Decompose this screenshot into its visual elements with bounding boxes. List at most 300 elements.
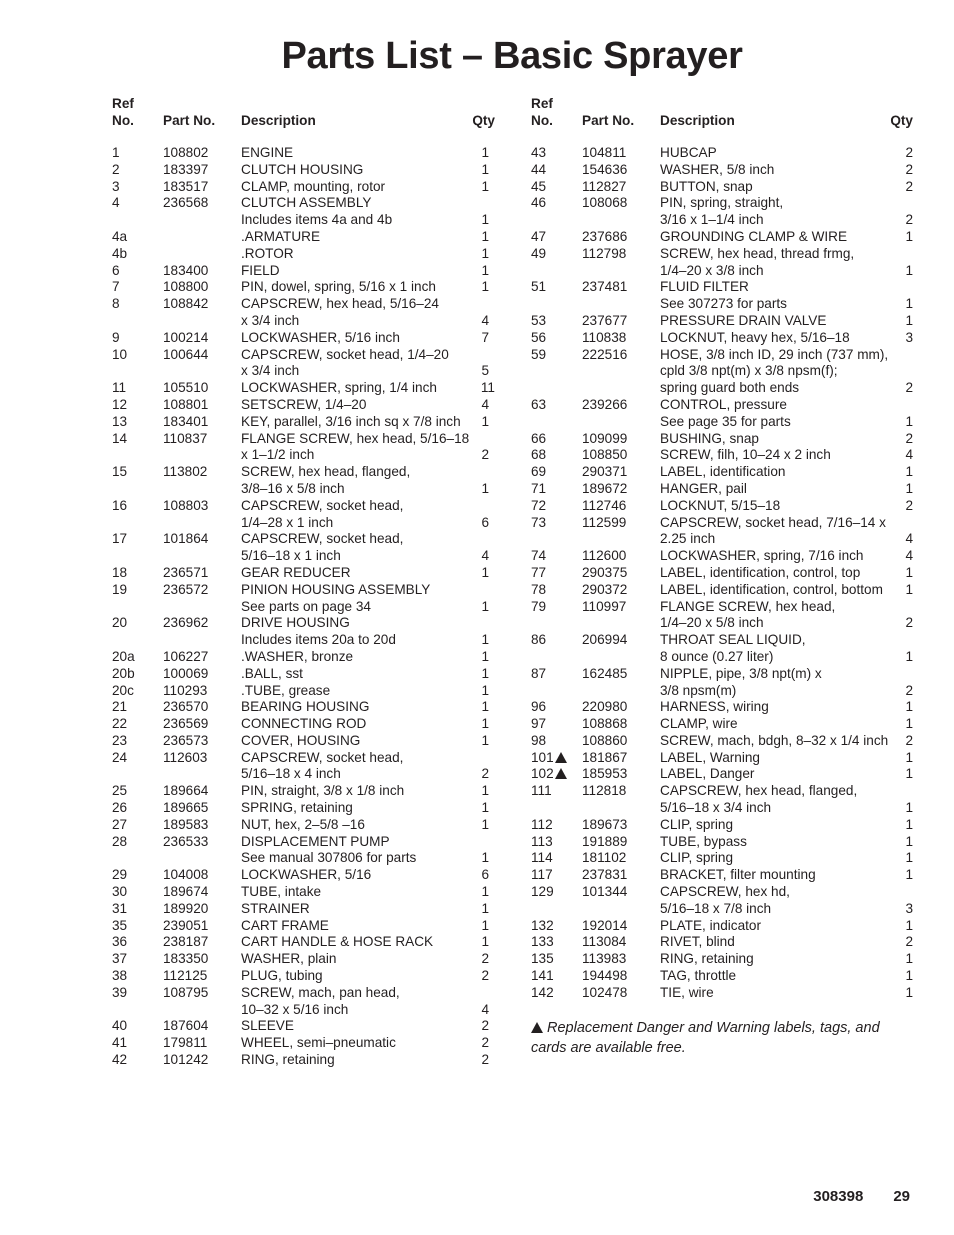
ref-number [112,531,127,548]
ref-number-text: 47 [531,228,547,244]
ref-number-text: 42 [112,1052,128,1068]
table-row [112,330,495,347]
table-row [112,447,495,464]
ref-number [531,666,546,683]
ref-number-text: 15 [112,464,128,480]
table-row [531,145,913,162]
table-row [531,850,913,867]
ref-number [112,834,127,851]
quantity: 2 [905,380,913,396]
description: RIVET, blind [660,934,735,950]
ref-number-text: 97 [531,716,547,732]
quantity: 1 [905,296,913,312]
description: 5/16–18 x 7/8 inch [660,900,772,916]
table-row [112,783,495,800]
description: SCREW, mach, bdgh, 8–32 x 1/4 inch [660,732,889,748]
part-number: 110838 [582,329,627,345]
ref-number [112,951,127,968]
table-row [112,195,495,212]
description: TUBE, bypass [660,833,747,849]
header-part-no: Part No. [163,113,216,128]
table-row [531,431,913,448]
part-number: 110837 [163,430,208,446]
part-number: 236571 [163,564,209,580]
ref-number-text: 14 [112,430,128,446]
description: See parts on page 34 [241,598,371,614]
table-row [531,347,913,364]
header-ref-no: No. [531,113,553,128]
table-row [112,397,495,414]
description: spring guard both ends [660,380,800,396]
ref-number [112,565,127,582]
description: FLUID FILTER [660,279,749,295]
part-number: 179811 [163,1035,208,1051]
ref-number [531,481,546,498]
description: LOCKNUT, 5/15–18 [660,497,781,513]
quantity: 2 [481,968,489,984]
table-row [112,766,495,783]
warning-triangle-icon [531,1022,543,1033]
ref-number [112,498,127,515]
ref-number [112,145,120,162]
description: 1/4–28 x 1 inch [241,514,334,530]
description: CAPSCREW, hex hd, [660,884,790,900]
quantity: 1 [481,783,489,799]
ref-number-text: 111 [531,783,552,799]
ref-number [112,229,127,246]
table-row [112,867,495,884]
ref-number [112,985,127,1002]
table-row [531,918,913,935]
ref-number-text: 18 [112,564,128,580]
quantity: 2 [481,1035,489,1051]
part-number: 112818 [582,783,627,799]
table-row [531,330,913,347]
description: 10–32 x 5/16 inch [241,1001,349,1017]
ref-number-text: 36 [112,934,128,950]
part-number: 101344 [582,884,628,900]
description: RING, retaining [241,1052,335,1068]
part-number: 189920 [163,900,209,916]
ref-number [112,817,127,834]
quantity: 2 [481,766,489,782]
part-number: 220980 [582,699,628,715]
ref-number [112,800,127,817]
ref-number [531,766,567,783]
table-row [112,498,495,515]
table-row [531,901,913,918]
part-number: 104811 [582,145,627,160]
table-row [531,615,913,632]
description: CAPSCREW, socket head, 7/16–14 x [660,514,886,530]
quantity: 1 [905,581,913,597]
table-row [112,263,495,280]
ref-number [531,884,554,901]
quantity: 1 [481,228,489,244]
part-number: 112600 [582,548,627,564]
quantity: 1 [481,413,489,429]
quantity: 4 [481,396,489,412]
part-number: 236573 [163,732,209,748]
part-number: 102478 [582,984,628,1000]
ref-number-text: 4b [112,245,128,261]
table-row [531,548,913,565]
description: LOCKWASHER, 5/16 inch [241,329,400,345]
quantity: 3 [905,329,913,345]
table-row [112,1018,495,1035]
description: CAPSCREW, socket head, [241,749,404,765]
quantity: 1 [905,951,913,967]
ref-number-text: 31 [112,900,128,916]
ref-number-text: 71 [531,480,547,496]
ref-number [112,195,120,212]
ref-number-text: 25 [112,783,128,799]
description: PIN, straight, 3/8 x 1/8 inch [241,783,405,799]
description: 5/16–18 x 4 inch [241,766,341,782]
description: LOCKWASHER, spring, 1/4 inch [241,380,437,396]
table-row [531,212,913,229]
description: BUSHING, snap [660,430,759,446]
ref-number-text: 10 [112,346,128,362]
quantity: 2 [905,497,913,513]
ref-number [531,867,553,884]
page-footer [783,1188,910,1205]
ref-number-text: 78 [531,581,547,597]
ref-number-text: 40 [112,1018,128,1034]
replacement-labels-note [531,1018,916,1058]
part-number: 239051 [163,917,209,933]
ref-number [112,347,127,364]
ref-number [531,515,546,532]
part-number: 206994 [582,632,628,648]
table-row [112,683,495,700]
table-row [112,347,495,364]
manual-number: 308398 [813,1188,864,1205]
table-row [112,918,495,935]
quantity: 1 [905,413,913,429]
quantity: 1 [481,900,489,916]
table-row [531,800,913,817]
ref-number-text: 46 [531,195,547,211]
ref-number-text: 79 [531,598,547,614]
quantity: 1 [905,816,913,832]
description: .ARMATURE [241,228,321,244]
description: CONTROL, pressure [660,396,787,412]
part-number: 113802 [163,464,208,480]
table-row [112,1052,495,1069]
ref-number [531,850,553,867]
description: Includes items 20a to 20d [241,632,396,648]
part-number: 236570 [163,699,209,715]
quantity: 7 [481,329,489,345]
table-row [531,397,913,414]
ref-number-text: 113 [531,833,553,849]
description: HARNESS, wiring [660,699,769,715]
quantity: 2 [905,682,913,698]
description: PLATE, indicator [660,917,761,933]
ref-number [531,548,546,565]
part-number: 183401 [163,413,209,429]
table-row [531,599,913,616]
table-row [112,901,495,918]
part-number: 108802 [163,145,209,160]
ref-number [112,397,127,414]
description: WASHER, 5/8 inch [660,161,775,177]
ref-number [112,867,127,884]
description: SLEEVE [241,1018,294,1034]
ref-number-text: 63 [531,396,547,412]
part-number: 110997 [582,598,627,614]
description: ENGINE [241,145,294,160]
part-number: 237481 [582,279,628,295]
part-number: 236572 [163,581,209,597]
ref-number-text: 35 [112,917,128,933]
ref-number-text: 44 [531,161,547,177]
description: TIE, wire [660,984,714,1000]
ref-number [531,347,546,364]
part-number: 189674 [163,884,209,900]
table-row [531,934,913,951]
description: See page 35 for parts [660,413,791,429]
table-row [112,481,495,498]
ref-number-text: 73 [531,514,547,530]
part-number: 237677 [582,312,628,328]
table-row [112,599,495,616]
ref-number [531,951,554,968]
ref-number-text: 142 [531,984,554,1000]
table-row [112,515,495,532]
ref-number-text: 87 [531,665,547,681]
ref-number-text: 114 [531,850,553,866]
quantity: 1 [905,648,913,664]
table-row [112,985,495,1002]
ref-number-text: 3 [112,178,120,194]
part-number: 183397 [163,161,209,177]
ref-number-text: 59 [531,346,547,362]
part-number: 236533 [163,833,209,849]
quantity: 1 [481,732,489,748]
ref-number-text: 6 [112,262,120,278]
table-row [112,296,495,313]
part-number: 154636 [582,161,628,177]
part-number: 189583 [163,816,209,832]
description: LOCKWASHER, 5/16 [241,867,372,883]
description: FLANGE SCREW, hex head, [660,598,836,614]
description: DISPLACEMENT PUMP [241,833,390,849]
table-row [112,1002,495,1019]
description: KEY, parallel, 3/16 inch sq x 7/8 inch [241,413,461,429]
quantity: 1 [481,480,489,496]
quantity: 6 [481,867,489,883]
part-number: 113983 [582,951,627,967]
table-row [531,531,913,548]
part-number: 108068 [582,195,628,211]
table-row [112,649,495,666]
quantity: 1 [905,228,913,244]
quantity: 1 [481,178,489,194]
table-row [112,750,495,767]
quantity: 1 [905,850,913,866]
part-number: 104008 [163,867,209,883]
ref-number [531,246,546,263]
header-ref: Ref [112,96,134,111]
description: x 3/4 inch [241,312,300,328]
part-number: 236962 [163,615,209,631]
ref-number-text: 66 [531,430,547,446]
ref-number-text: 26 [112,800,128,816]
ref-number [531,431,546,448]
quantity: 2 [481,1018,489,1034]
table-row [112,229,495,246]
table-row [112,363,495,380]
table-row [112,246,495,263]
description: PINION HOUSING ASSEMBLY [241,581,431,597]
description: CAPSCREW, socket head, 1/4–20 [241,346,449,362]
description: GEAR REDUCER [241,564,351,580]
description: STRAINER [241,900,310,916]
description: TUBE, intake [241,884,322,900]
part-number: 189673 [582,816,628,832]
description: LABEL, identification [660,464,786,480]
description: WASHER, plain [241,951,337,967]
table-row [531,699,913,716]
ref-number [112,263,120,280]
description: LABEL, identification, control, bottom [660,581,883,597]
ref-number [112,582,127,599]
quantity: 1 [905,766,913,782]
part-number: 108795 [163,984,209,1000]
ref-number-text: 69 [531,464,547,480]
part-number: 185953 [582,766,628,782]
table-row [531,817,913,834]
ref-number-text: 19 [112,581,128,597]
ref-number-text: 141 [531,968,554,984]
quantity: 1 [905,262,913,278]
table-row [112,380,495,397]
part-number: 112603 [163,749,208,765]
table-row [531,279,913,296]
part-number: 183350 [163,951,209,967]
ref-number [531,599,546,616]
table-row [112,666,495,683]
quantity: 11 [480,380,495,396]
table-row [531,229,913,246]
ref-number-text: 53 [531,312,547,328]
quantity: 4 [905,447,913,463]
quantity: 1 [905,833,913,849]
part-number: 222516 [582,346,628,362]
quantity: 1 [481,212,489,228]
table-rows [531,145,913,1002]
ref-number [531,733,546,750]
ref-number-text: 86 [531,632,547,648]
quantity: 1 [905,917,913,933]
description: LOCKWASHER, spring, 7/16 inch [660,548,864,564]
table-row [112,850,495,867]
quantity: 2 [481,951,489,967]
ref-number-text: 37 [112,951,128,967]
description: SPRING, retaining [241,800,353,816]
quantity: 1 [481,884,489,900]
table-row [531,414,913,431]
part-number: 237686 [582,228,628,244]
description: 8 ounce (0.27 liter) [660,648,774,664]
table-row [531,649,913,666]
table-row [112,431,495,448]
note-text: Replacement Danger and Warning labels, tags, and cards are available free. [531,1020,880,1056]
ref-number-text: 16 [112,497,128,513]
description: 3/8 npsm(m) [660,682,737,698]
ref-number [112,1052,127,1069]
quantity: 2 [905,178,913,194]
ref-number-text: 2 [112,161,120,177]
description: CAPSCREW, socket head, [241,497,404,513]
part-number: 108800 [163,279,209,295]
table-row [112,733,495,750]
ref-number [112,279,120,296]
ref-number-text: 135 [531,951,554,967]
part-number: 112827 [582,178,627,194]
description: SETSCREW, 1/4–20 [241,396,367,412]
ref-number-text: 41 [112,1035,128,1051]
ref-number [112,733,127,750]
table-row [531,867,913,884]
ref-number-text: 132 [531,917,554,933]
ref-number [531,783,552,800]
part-number: 237831 [582,867,628,883]
parts-table-right [531,95,913,1002]
table-row [112,1035,495,1052]
description: .TUBE, grease [241,682,331,698]
quantity: 1 [905,464,913,480]
table-row [112,934,495,951]
table-row [112,884,495,901]
table-row [112,582,495,599]
table-row [112,279,495,296]
description: CLAMP, mounting, rotor [241,178,386,194]
quantity: 4 [905,531,913,547]
ref-number [112,330,120,347]
ref-number-text: 4 [112,195,120,211]
header-qty: Qty [890,113,913,128]
description: CLUTCH HOUSING [241,161,364,177]
part-number: 112746 [582,497,627,513]
table-row [531,195,913,212]
description: FIELD [241,262,280,278]
description: CART HANDLE & HOSE RACK [241,934,434,950]
table-row [112,699,495,716]
description: x 3/4 inch [241,363,300,379]
quantity: 1 [481,245,489,261]
table-row [112,565,495,582]
quantity: 1 [481,161,489,177]
description: See manual 307806 for parts [241,850,417,866]
description: NUT, hex, 2–5/8 –16 [241,816,365,832]
table-row [531,313,913,330]
table-row [112,817,495,834]
ref-number-text: 129 [531,884,554,900]
ref-number [531,464,546,481]
ref-number-text: 98 [531,732,547,748]
description: FLANGE SCREW, hex head, 5/16–18 [241,430,470,446]
ref-number [531,229,546,246]
ref-number-text: 22 [112,716,128,732]
table-row [531,582,913,599]
table-row [531,447,913,464]
quantity: 4 [481,312,489,328]
ref-number [531,750,567,767]
quantity: 2 [905,934,913,950]
